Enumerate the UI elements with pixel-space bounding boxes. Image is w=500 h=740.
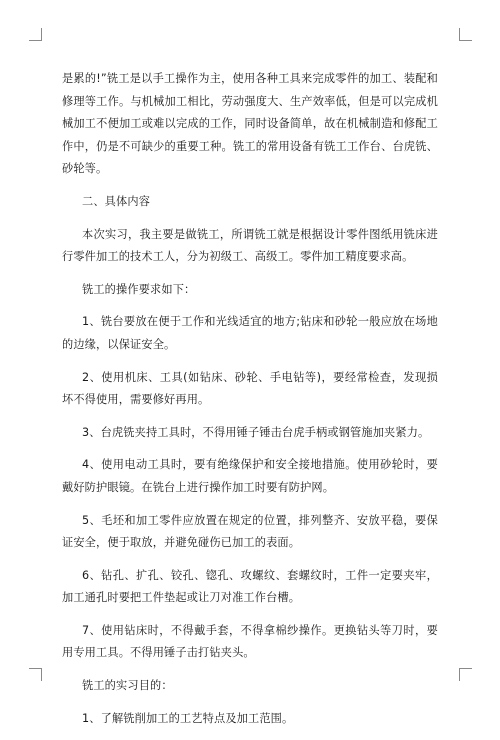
requirement-item-1: 1、铣台要放在便于工作和光线适宜的地方;钻床和砂轮一般应放在场地的边缘，以保证安全。	[62, 315, 438, 351]
paragraph-intro: 是累的!”铣工是以手工操作为主，使用各种工具来完成零件的加工、装配和修理等工作。与机械加工相比，劳动强度大、生产效率低，但是可以完成机械加工不便加工或难以完成的工作，同时设备简单，故在机械制造和修配工作中，仍是不可缺少的重要工种。铣工的常用设备有铣工工作台、台虎铣、砂轮等。	[62, 72, 438, 176]
crop-mark-bottom-left	[29, 668, 42, 681]
requirement-item-5: 5、毛坯和加工零件应放置在规定的位置，排列整齐、安放平稳，要保证安全，便于取放，并避免碰伤已加工的表面。	[62, 513, 438, 550]
requirement-item-4: 4、使用电动工具时，要有绝缘保护和安全接地措施。使用砂轮时，要戴好防护眼镜。在铣台上进行操作加工时要有防护网。	[62, 458, 438, 494]
requirement-item-7: 7、使用钻床时，不得戴手套，不得拿棉纱操作。更换钻头等刀时，要用专用工具。不得用锤子击打钻夹头。	[62, 623, 438, 660]
requirement-item-6: 6、钻孔、扩孔、铰孔、锪孔、攻螺纹、套螺纹时，工件一定要夹牢，加工通孔时要把工件垫起或让刀对准工作台槽。	[62, 568, 438, 605]
requirement-item-3: 3、台虎铣夹持工具时，不得用锤子锤击台虎手柄或钢管施加夹紧力。	[82, 425, 430, 439]
section-heading: 二、具体内容	[82, 194, 151, 208]
requirements-heading: 铣工的操作要求如下：	[82, 282, 196, 296]
crop-mark-top-right	[459, 28, 472, 41]
requirement-item-2: 2、使用机床、工具(如钻床、砂轮、手电钻等)，要经常检查，发现损坏不得使用，需要修好再用。	[62, 370, 438, 407]
purpose-item-1: 1、了解铣削加工的工艺特点及加工范围。	[82, 711, 294, 725]
document-body	[62, 68, 438, 740]
crop-mark-bottom-right	[459, 668, 472, 681]
purpose-heading: 铣工的实习目的：	[82, 679, 173, 693]
crop-mark-top-left	[29, 28, 42, 41]
paragraph-overview: 本次实习，我主要是做铣工，所谓铣工就是根据设计零件图纸用铣床进行零件加工的技术工人，分为初级工、高级工。零件加工精度要求高。	[62, 227, 438, 264]
